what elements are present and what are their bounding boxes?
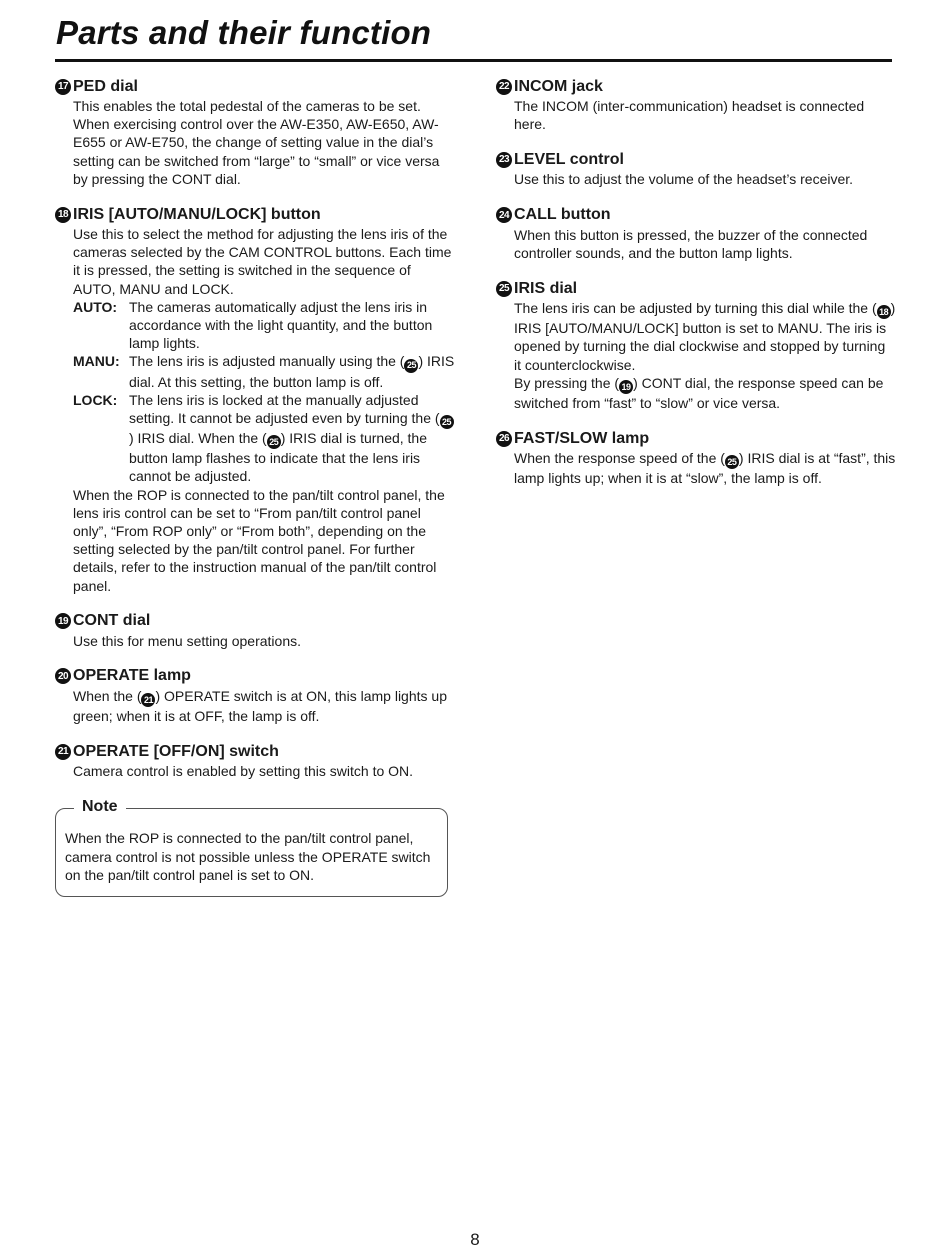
item-iris-dial — [496, 278, 896, 412]
item-number-badge: 18 — [55, 207, 71, 223]
item-level-control — [496, 149, 896, 188]
item-number-badge: 24 — [496, 207, 512, 223]
item-description: When the ( 21 ) OPERATE switch is at ON, this lamp lights up green; when it is at OFF, the lamp is off. — [73, 687, 447, 725]
mode-description: The cameras automatically adjust the lens iris in accordance with the light quantity, and the button lamp lights. — [129, 298, 433, 352]
item-number-badge: 26 — [496, 431, 512, 447]
item-description: Use this to adjust the volume of the headset’s receiver. — [514, 171, 854, 188]
item-title: OPERATE [OFF/ON] switch — [73, 742, 279, 760]
mode-description: The lens iris is adjusted manually using the ( 25 ) IRIS dial. At this setting, the button lamp is off. — [129, 353, 455, 390]
page-title: Parts and their function — [56, 14, 432, 51]
item-iris-button — [55, 204, 455, 595]
item-title: CALL button — [514, 206, 611, 224]
item-description: The INCOM (inter-communication) headset is connected here. — [514, 98, 865, 133]
note-label: Note — [74, 798, 126, 816]
item-call-button — [496, 205, 896, 262]
item-fast-slow-lamp — [496, 428, 896, 487]
item-description: Camera control is enabled by setting this switch to ON. — [73, 763, 414, 780]
item-description: When this button is pressed, the buzzer of the connected controller sounds, and the button lamp lights. — [514, 226, 868, 261]
item-number-badge: 21 — [55, 744, 71, 760]
left-column — [55, 76, 455, 897]
right-column — [496, 76, 896, 503]
item-operate-switch — [55, 741, 455, 780]
item-description-extra: When the ROP is connected to the pan/tilt control panel, the lens iris control can be set to “From pan/tilt control panel only”, “From ROP only” or “From both”, depending on the setting selected by the pan/tilt control panel. For further details, refer to the instruction manual of the pan/tilt control panel. — [73, 486, 445, 594]
title-rule — [55, 59, 892, 62]
mode-key: AUTO: — [73, 298, 118, 315]
item-title: LEVEL control — [514, 150, 624, 168]
item-number-badge: 25 — [496, 281, 512, 297]
item-title: IRIS [AUTO/MANU/LOCK] button — [73, 205, 321, 223]
item-number-badge: 20 — [55, 668, 71, 684]
item-title: CONT dial — [73, 612, 151, 630]
reference-badge: 25 — [404, 359, 418, 373]
item-description-extra: By pressing the ( 19 ) CONT dial, the response speed can be switched from “fast” to “slow” or vice versa. — [514, 374, 884, 411]
item-number-badge: 19 — [55, 613, 71, 629]
item-title: FAST/SLOW lamp — [514, 429, 650, 447]
item-incom-jack — [496, 76, 896, 133]
item-number-badge: 23 — [496, 152, 512, 168]
item-description: This enables the total pedestal of the cameras to be set. When exercising control over the AW-E350, AW-E650, AW-E655 or AW-E750, the change of setting value in the dial’s setting can be switched from “large” to “small” or vice versa by pressing the CONT dial. — [73, 98, 440, 187]
item-description: Use this for menu setting operations. — [73, 632, 302, 649]
note-text: When the ROP is connected to the pan/tilt control panel, camera control is not possible unless the OPERATE switch on the pan/tilt control panel is set to ON. — [65, 830, 431, 883]
mode-lock — [73, 391, 455, 486]
item-title: OPERATE lamp — [73, 667, 191, 685]
page-number: 8 — [470, 1230, 480, 1249]
note-box — [55, 798, 448, 897]
mode-key: LOCK: — [73, 391, 118, 408]
mode-manu — [73, 352, 455, 390]
item-number-badge: 22 — [496, 79, 512, 95]
reference-badge: 25 — [267, 435, 281, 449]
item-title: PED dial — [73, 77, 138, 95]
mode-auto — [73, 298, 455, 353]
item-operate-lamp — [55, 666, 455, 725]
reference-badge: 25 — [440, 415, 454, 429]
item-ped-dial — [55, 76, 455, 188]
reference-badge: 21 — [141, 693, 155, 707]
reference-badge: 19 — [619, 380, 633, 394]
item-number-badge: 17 — [55, 79, 71, 95]
mode-key: MANU: — [73, 353, 120, 370]
item-description: When the response speed of the ( 25 ) IRIS dial is at “fast”, this lamp lights up; when it is at “slow”, the lamp is off. — [514, 450, 896, 487]
item-description: Use this to select the method for adjusting the lens iris of the cameras selected by the CAM CONTROL buttons. Each time it is pressed, the setting is switched in the sequence of AUTO, MANU and LOCK. — [73, 226, 452, 297]
reference-badge: 25 — [725, 455, 739, 469]
item-title: INCOM jack — [514, 77, 603, 95]
reference-badge: 18 — [877, 305, 891, 319]
item-title: IRIS dial — [514, 279, 578, 297]
mode-description: The lens iris is locked at the manually adjusted setting. It cannot be adjusted even by turning the ( 25) IRIS dial. When the ( 25 ) IRIS dial is turned, the button lamp flashes to indicate that the lens iris cannot be adjusted. — [129, 391, 455, 486]
item-description: The lens iris can be adjusted by turning this dial while the ( 18 ) IRIS [AUTO/MANU/LOCK] button is set to MANU. The iris is opened by turning the dial clockwise and stopped by turning it counterclockwise. — [514, 300, 896, 373]
item-cont-dial — [55, 611, 455, 650]
